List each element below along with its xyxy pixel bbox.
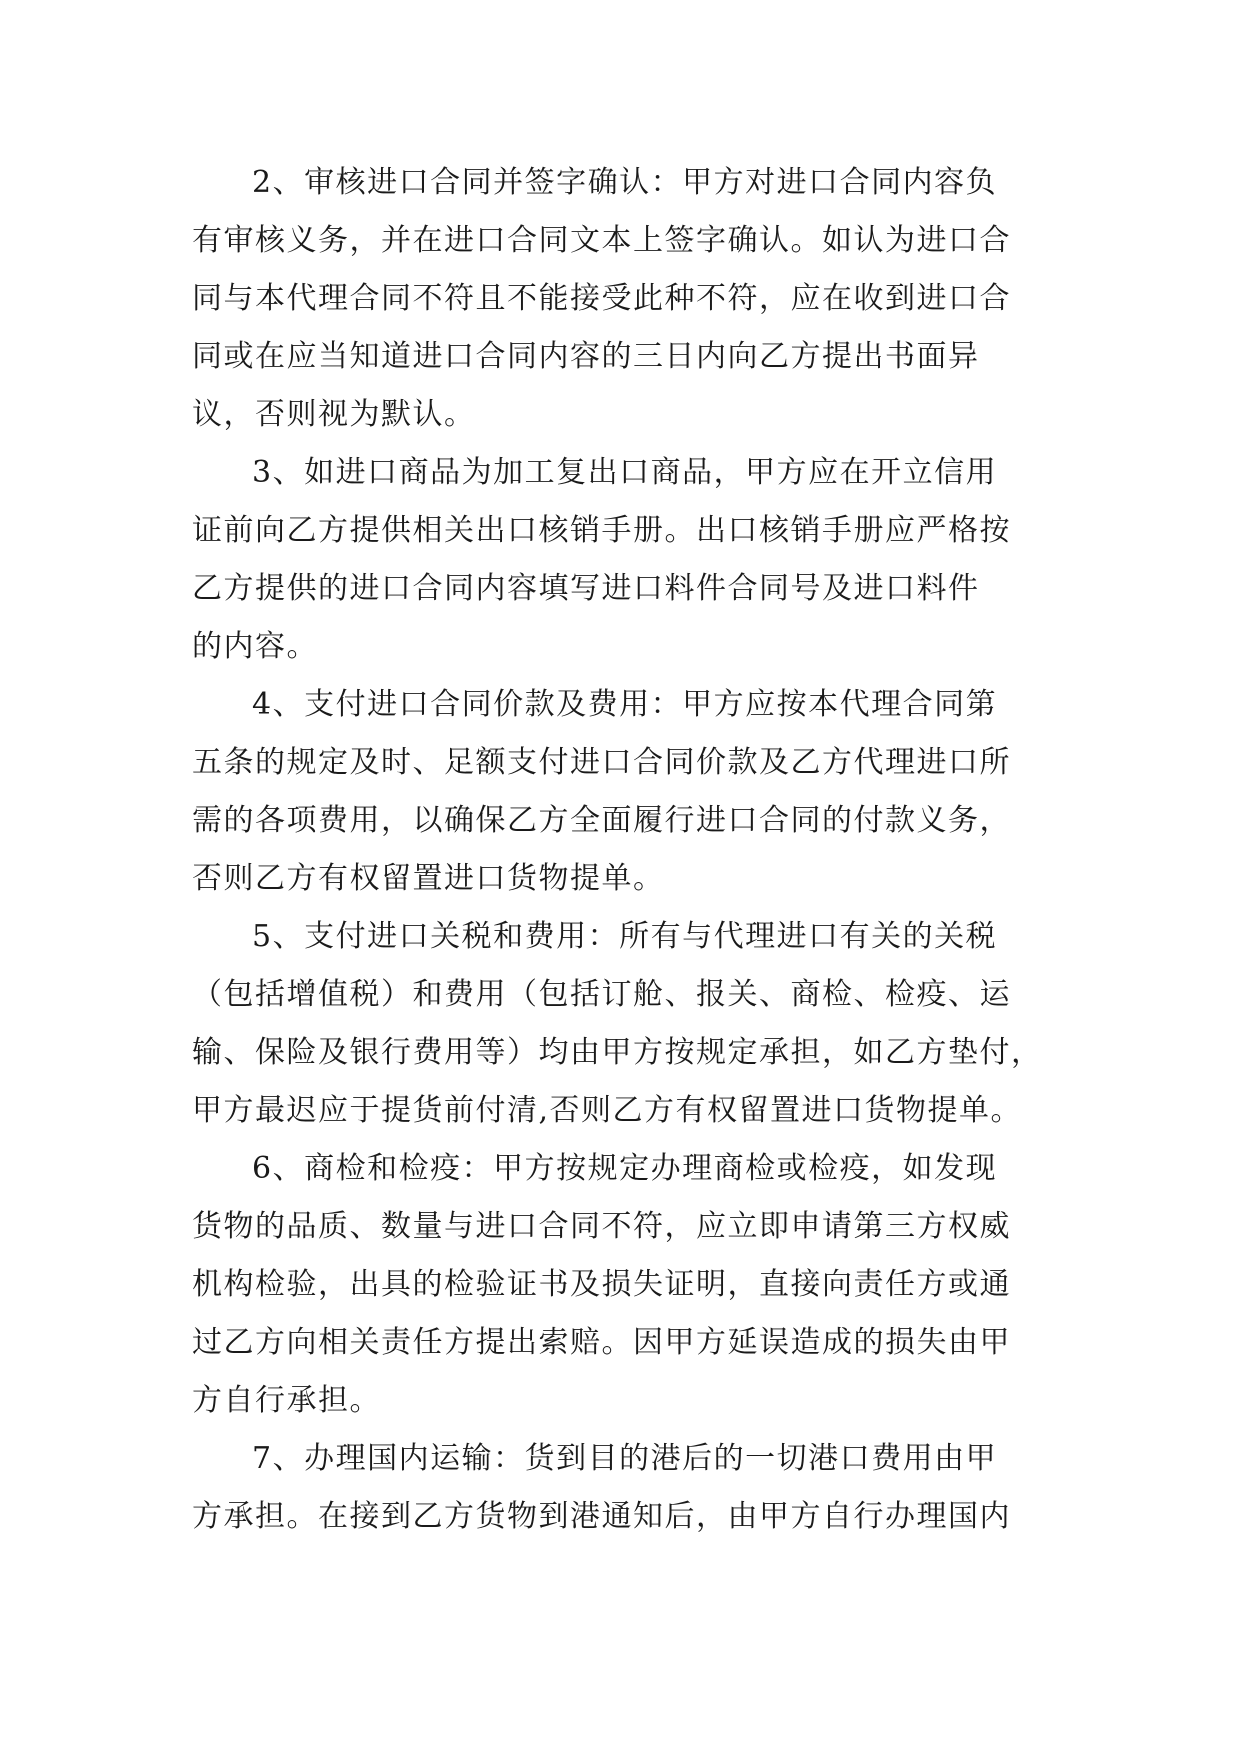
paragraph-line: 7、办理国内运输：货到目的港后的一切港口费用由甲	[252, 1441, 998, 1476]
paragraph-line: （包括增值税）和费用（包括订舱、报关、商检、检疫、运	[192, 977, 1011, 1012]
paragraph-line: 同或在应当知道进口合同内容的三日内向乙方提出书面异	[192, 339, 980, 374]
paragraph-line: 证前向乙方提供相关出口核销手册。出口核销手册应严格按	[192, 513, 1011, 548]
paragraph-line: 需的各项费用，以确保乙方全面履行进口合同的付款义务，	[192, 803, 1011, 838]
paragraph-line: 方承担。在接到乙方货物到港通知后，由甲方自行办理国内	[192, 1499, 1011, 1534]
paragraph-line: 4、支付进口合同价款及费用：甲方应按本代理合同第	[252, 687, 998, 722]
paragraph-line: 方自行承担。	[192, 1383, 381, 1418]
paragraph-line: 5、支付进口关税和费用：所有与代理进口有关的关税	[252, 919, 998, 954]
document-body	[192, 154, 1052, 1546]
paragraph-4	[192, 676, 1052, 908]
paragraph-line: 否则乙方有权留置进口货物提单。	[192, 861, 665, 896]
paragraph-line: 输、保险及银行费用等）均由甲方按规定承担，如乙方垫付，	[192, 1035, 1043, 1070]
paragraph-line: 6、商检和检疫：甲方按规定办理商检或检疫，如发现	[252, 1151, 998, 1186]
paragraph-line: 机构检验，出具的检验证书及损失证明，直接向责任方或通	[192, 1267, 1011, 1302]
paragraph-5	[192, 908, 1052, 1140]
paragraph-line: 的内容。	[192, 629, 318, 664]
paragraph-line: 货物的品质、数量与进口合同不符，应立即申请第三方权威	[192, 1209, 1011, 1244]
paragraph-line: 2、审核进口合同并签字确认：甲方对进口合同内容负	[252, 165, 998, 200]
paragraph-3	[192, 444, 1052, 676]
paragraph-line: 同与本代理合同不符且不能接受此种不符，应在收到进口合	[192, 281, 1011, 316]
paragraph-line: 五条的规定及时、足额支付进口合同价款及乙方代理进口所	[192, 745, 1011, 780]
paragraph-line: 甲方最迟应于提货前付清,否则乙方有权留置进口货物提单。	[192, 1093, 1023, 1128]
paragraph-line: 乙方提供的进口合同内容填写进口料件合同号及进口料件	[192, 571, 980, 606]
paragraph-6	[192, 1140, 1052, 1430]
paragraph-line: 议，否则视为默认。	[192, 397, 476, 432]
paragraph-line: 有审核义务，并在进口合同文本上签字确认。如认为进口合	[192, 223, 1011, 258]
paragraph-line: 3、如进口商品为加工复出口商品，甲方应在开立信用	[252, 455, 998, 490]
paragraph-line: 过乙方向相关责任方提出索赔。因甲方延误造成的损失由甲	[192, 1325, 1011, 1360]
paragraph-2	[192, 154, 1052, 444]
paragraph-7	[192, 1430, 1052, 1546]
